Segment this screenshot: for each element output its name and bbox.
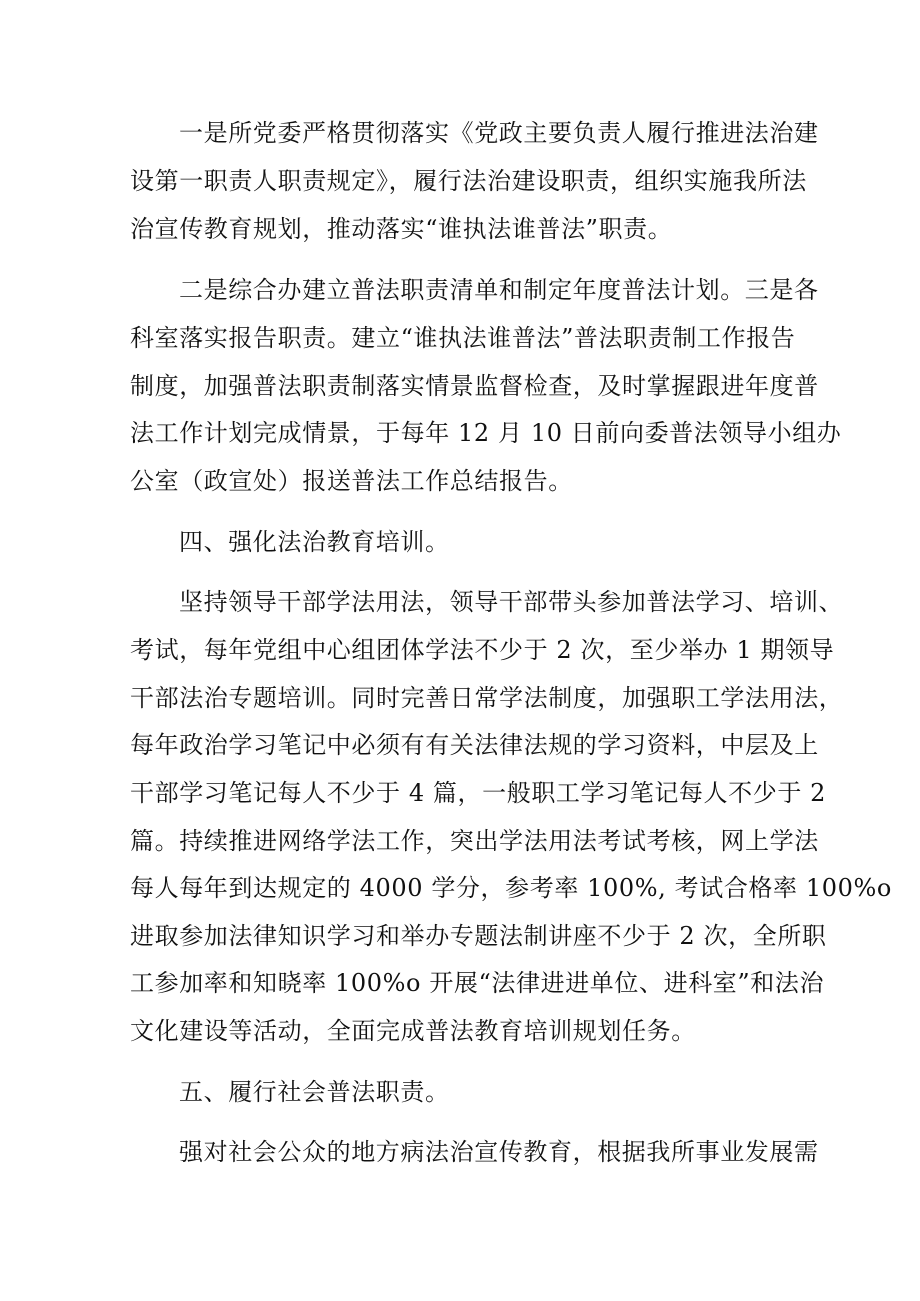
section-heading-4: 四、强化法治教育培训。 — [179, 528, 450, 556]
paragraph-4-line-1: 坚持领导干部学法用法，领导干部带头参加普法学习、培训、 — [179, 588, 844, 616]
paragraph-1-line-2: 设第一职责人职责规定》，履行法治建设职责，组织实施我所法 — [130, 167, 807, 195]
paragraph-4-line-8: 进取参加法律知识学习和举办专题法制讲座不少于 2 次，全所职 — [130, 922, 827, 950]
paragraph-4-line-9: 工参加率和知晓率 100%o 开展“法律进进单位、进科室”和法治 — [130, 969, 825, 997]
paragraph-4-line-6: 篇。持续推进网络学法工作，突出学法用法考试考核，网上学法 — [130, 827, 819, 855]
section-heading-5: 五、履行社会普法职责。 — [179, 1078, 450, 1106]
paragraph-1-line-1: 一是所党委严格贯彻落实《党政主要负责人履行推进法治建 — [179, 119, 819, 147]
paragraph-2-line-2: 科室落实报告职责。建立“谁执法谁普法”普法职责制工作报告 — [130, 324, 796, 352]
paragraph-2-line-3: 制度，加强普法职责制落实情景监督检查，及时掌握跟进年度普 — [130, 372, 819, 400]
paragraph-4-line-4: 每年政治学习笔记中必须有有关法律法规的学习资料，中层及上 — [130, 731, 819, 759]
paragraph-4-line-3: 干部法治专题培训。同时完善日常学法制度，加强职工学法用法， — [130, 684, 844, 712]
paragraph-4-line-5: 干部学习笔记每人不少于 4 篇，一般职工学习笔记每人不少于 2 — [130, 779, 827, 807]
paragraph-4-line-2: 考试，每年党组中心组团体学法不少于 2 次，至少举办 1 期领导 — [130, 636, 835, 664]
paragraph-4-line-10: 文化建设等活动，全面完成普法教育培训规划任务。 — [130, 1017, 696, 1045]
paragraph-4-line-7: 每人每年到达规定的 4000 学分，参考率 100%, 考试合格率 100%o — [130, 874, 892, 902]
paragraph-1-line-3: 治宣传教育规划，推动落实“谁执法谁普法”职责。 — [130, 215, 673, 243]
paragraph-2-line-5: 公室（政宣处）报送普法工作总结报告。 — [130, 467, 573, 495]
paragraph-6-line-1: 强对社会公众的地方病法治宣传教育，根据我所事业发展需 — [179, 1138, 819, 1166]
paragraph-2-line-4: 法工作计划完成情景，于每年 12 月 10 日前向委普法领导小组办 — [130, 419, 842, 447]
paragraph-2-line-1: 二是综合办建立普法职责清单和制定年度普法计划。三是各 — [179, 276, 819, 304]
